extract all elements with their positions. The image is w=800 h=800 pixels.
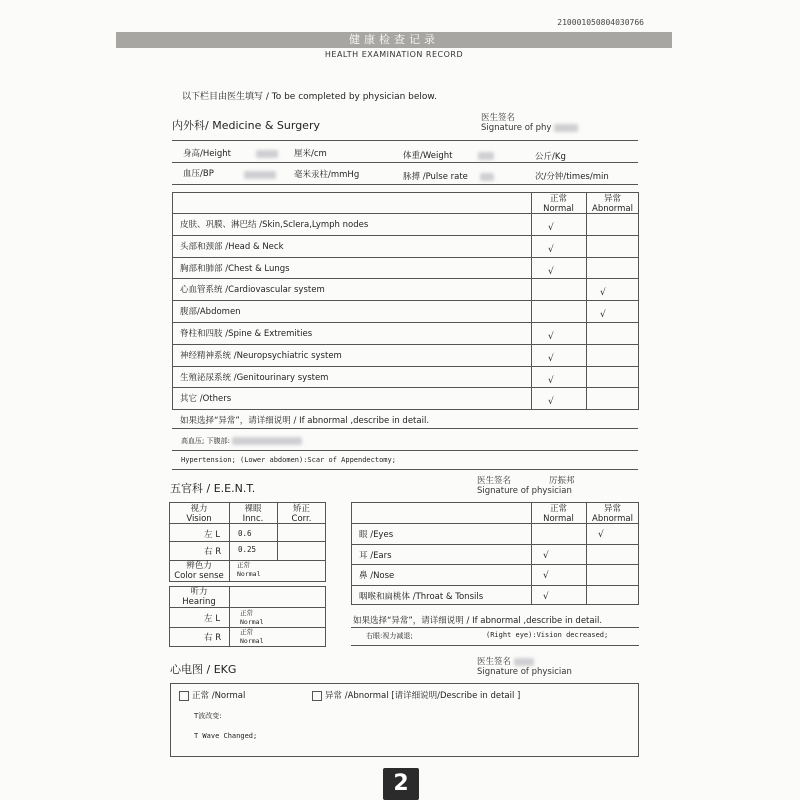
right-eye-naked: 0.25 (238, 545, 257, 554)
redacted-weight (478, 152, 494, 160)
redacted-bp (244, 171, 276, 179)
height-unit: 厘米/cm (294, 149, 327, 159)
intro-text: 以下栏目由医生填写 / To be completed by physician below. (182, 92, 437, 102)
eent-item-label: 鼻 /Nose (359, 571, 395, 581)
pulse-label: 脉搏 /Pulse rate (403, 172, 468, 182)
check-mark-icon: √ (548, 375, 554, 386)
normal-header: 正常 Normal (543, 194, 574, 214)
medicine-item-label: 生殖泌尿系统 /Genitourinary system (180, 372, 329, 383)
signature-label-zh: 医生签名 (481, 113, 516, 123)
check-mark-icon: √ (600, 310, 606, 321)
left-eye-label: 左 L (204, 530, 220, 540)
pulse-unit: 次/分钟/times/min (535, 172, 609, 182)
medicine-detail-en: Hypertension; (Lower abdomen):Scar of Appendectomy; (181, 456, 396, 464)
medicine-item-label: 其它 /Others (180, 394, 232, 405)
medicine-detail-zh: 高血压; 下腹部: (181, 436, 302, 446)
checkbox-checked-icon (312, 691, 322, 701)
check-mark-icon: √ (548, 223, 554, 233)
page-number: 2 (383, 768, 419, 800)
banner-title-zh: 健康检查记录 (116, 32, 672, 48)
medicine-item-label: 皮肤、巩膜、淋巴结 /Skin,Sclera,Lymph nodes (180, 220, 369, 230)
eent-section-title: 五官科 / E.E.N.T. (170, 482, 256, 495)
medicine-item-label: 腹部/Abdomen (180, 307, 241, 318)
document-number: 210001050804030766 (557, 18, 644, 27)
eent-detail-en: (Right eye):Vision decreased; (486, 631, 609, 639)
medicine-abnormal-note: 如果选择“异常”，请详细说明 / If abnormal ,describe in detail. (180, 416, 430, 426)
bp-unit: 毫米汞柱/mmHg (294, 170, 360, 180)
color-sense-label: 辨色力 Color sense (174, 561, 224, 581)
left-ear-label: 左 L (204, 614, 220, 624)
redacted-height (256, 150, 278, 158)
redacted-signature (514, 658, 534, 666)
ekg-signature: 医生签名 Signature of physician (477, 657, 572, 677)
check-mark-icon: √ (548, 353, 554, 364)
check-mark-icon: √ (543, 550, 549, 561)
redacted-detail (232, 437, 302, 445)
left-eye-naked: 0.6 (238, 529, 252, 538)
ekg-section-title: 心电图 / EKG (170, 663, 237, 676)
redacted-pulse (480, 173, 494, 181)
medicine-item-label: 头部和颈部 /Head & Neck (180, 241, 284, 252)
medicine-signature (481, 113, 578, 133)
medicine-section-title: 内外科/ Medicine & Surgery (172, 119, 320, 132)
weight-label: 体重/Weight (403, 151, 453, 161)
banner-title-en: HEALTH EXAMINATION RECORD (324, 50, 464, 59)
bp-label: 血压/BP (183, 169, 214, 179)
medicine-item-label: 胸部和肺部 /Chest & Lungs (180, 263, 290, 274)
right-ear-value: 正常 Normal (240, 628, 264, 645)
check-mark-icon: √ (548, 332, 554, 342)
ekg-detail-zh: T波改变: (194, 712, 222, 720)
abnormal-header: 异常 Abnormal (592, 194, 633, 214)
ekg-detail-en: T Wave Changed; (194, 732, 258, 740)
ekg-abnormal-option[interactable]: 异常 /Abnormal [请详细说明/Describe in detail ] (312, 689, 520, 701)
right-ear-label: 右 R (204, 633, 222, 643)
check-mark-icon: √ (600, 288, 606, 299)
hearing-header: 听力 Hearing (182, 587, 216, 607)
eent-item-label: 咽喉和扁桃体 /Throat & Tonsils (359, 591, 484, 602)
check-mark-icon: √ (548, 244, 554, 255)
medicine-item-label: 心血管系统 /Cardiovascular system (180, 285, 325, 296)
corrected-header: 矫正 Corr. (291, 504, 312, 524)
left-ear-value: 正常 Normal (240, 609, 264, 626)
check-mark-icon: √ (548, 266, 554, 277)
eent-abnormal-header: 异常 Abnormal (592, 504, 633, 524)
check-mark-icon: √ (548, 397, 554, 408)
check-mark-icon: √ (598, 530, 604, 540)
color-sense-value: 正常 Normal (237, 561, 261, 578)
weight-unit: 公斤/Kg (535, 152, 566, 162)
naked-eye-header: 裸眼 Innc. (242, 504, 264, 524)
eent-abnormal-note: 如果选择“异常”，请详细说明 / If abnormal ,describe in detail. (353, 616, 603, 626)
medicine-item-label: 神经精神系统 /Neuropsychiatric system (180, 350, 342, 361)
eent-normal-header: 正常 Normal (543, 504, 574, 524)
signature-label-en: Signature of phy (481, 123, 552, 133)
eent-signature: 医生签名 厉振邦 Signature of physician (477, 476, 575, 496)
height-label: 身高/Height (183, 149, 231, 159)
redacted-signature (554, 124, 578, 132)
checkbox-icon (179, 691, 189, 701)
medicine-item-label: 脊柱和四肢 /Spine & Extremities (180, 329, 313, 339)
check-mark-icon: √ (543, 591, 549, 602)
ekg-normal-option[interactable]: 正常 /Normal (179, 689, 245, 701)
eent-item-label: 眼 /Eyes (359, 530, 394, 540)
eent-item-label: 耳 /Ears (359, 550, 392, 561)
vision-header: 视力 Vision (186, 504, 212, 524)
physician-name: 厉振邦 (549, 476, 575, 486)
right-eye-label: 右 R (204, 547, 222, 557)
check-mark-icon: √ (543, 571, 549, 581)
eent-detail-zh: 右眼:视力减退; (366, 632, 413, 640)
